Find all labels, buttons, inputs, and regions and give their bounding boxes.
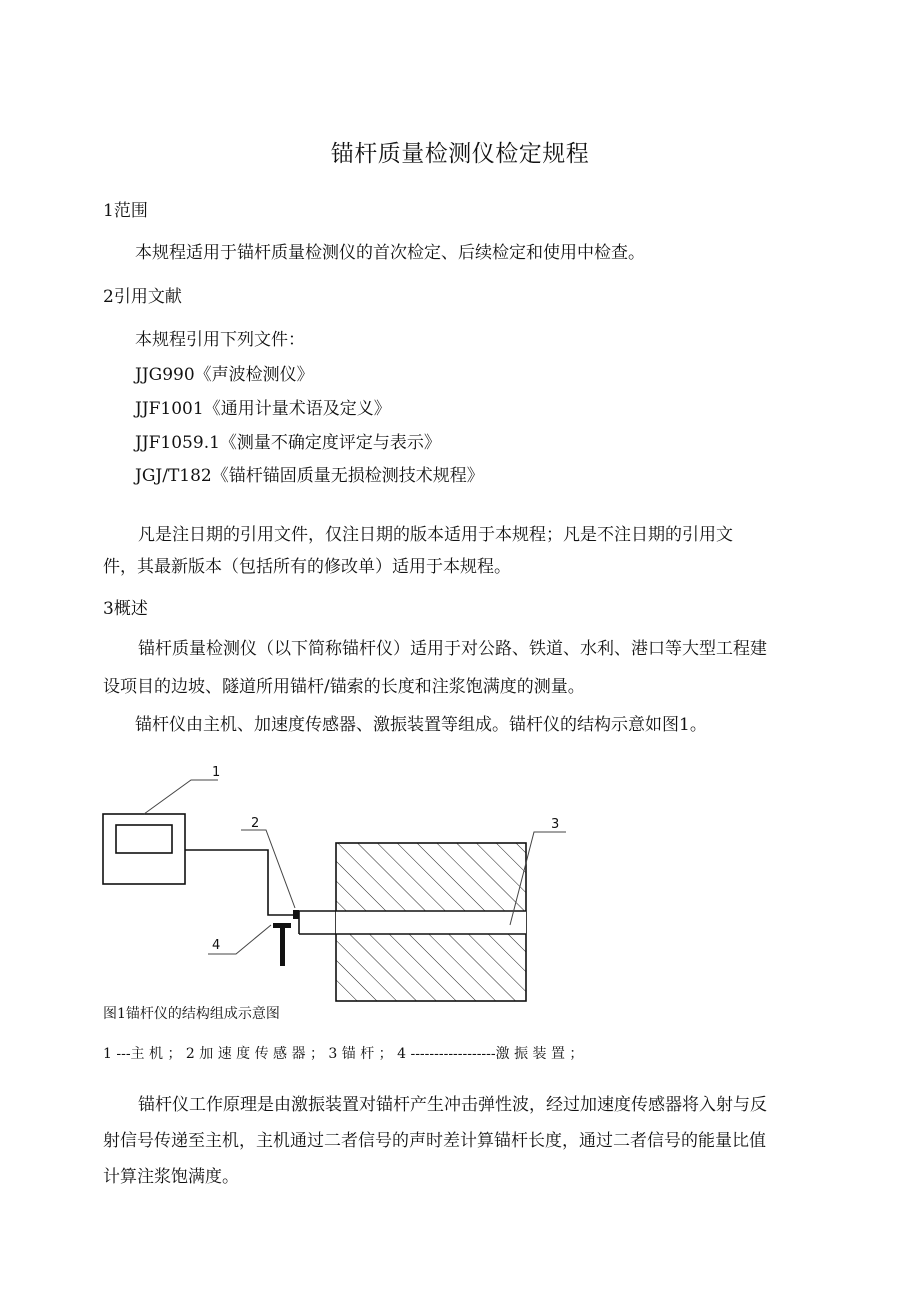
structure-diagram — [96, 760, 616, 1010]
overview-para-1-line-2: 设项目的边坡、隧道所用锚杆/锚索的长度和注浆饱满度的测量。 — [103, 677, 585, 697]
reference-item: JJF1059.1《测量不确定度评定与表示》 — [135, 433, 441, 453]
reference-item: JJF1001《通用计量术语及定义》 — [135, 399, 391, 419]
overview-para-2: 锚杆仪由主机、加速度传感器、激振装置等组成。锚杆仪的结构示意如图1。 — [135, 715, 707, 735]
figure-legend: 1 ---主 机 ； 2 加 速 度 传 感 器 ； 3 锚 杆 ； 4 ------------------激 振 装 置 ； — [103, 1046, 584, 1062]
references-intro: 本规程引用下列文件： — [135, 330, 305, 350]
excitation-hammer — [273, 923, 291, 966]
callout-4-label: 4 — [212, 938, 221, 953]
section-2-heading: 2引用文献 — [103, 287, 182, 307]
callout-1-label: 1 — [212, 765, 221, 780]
host-unit — [103, 814, 185, 884]
references-note-line-1: 凡是注日期的引用文件，仅注日期的版本适用于本规程；凡是不注日期的引用文 — [138, 525, 733, 545]
callout-3-label: 3 — [551, 817, 560, 832]
references-note-line-2: 件，其最新版本（包括所有的修改单）适用于本规程。 — [103, 557, 511, 577]
section-1-heading: 1范围 — [103, 201, 148, 221]
figure-caption: 图1锚杆仪的结构组成示意图 — [103, 1006, 280, 1022]
callout-2-label: 2 — [251, 816, 260, 831]
acceleration-sensor — [293, 910, 299, 919]
reference-item: JGJ/T182《锚杆锚固质量无损检测技术规程》 — [135, 466, 484, 486]
overview-para-1-line-1: 锚杆质量检测仪（以下简称锚杆仪）适用于对公路、铁道、水利、港口等大型工程建 — [138, 639, 767, 659]
anchor-bolt — [299, 911, 526, 934]
principle-line-1: 锚杆仪工作原理是由激振装置对锚杆产生冲击弹性波，经过加速度传感器将入射与反 — [138, 1095, 767, 1115]
principle-line-3: 计算注浆饱满度。 — [103, 1167, 239, 1187]
section-1-text: 本规程适用于锚杆质量检测仪的首次检定、后续检定和使用中检查。 — [135, 243, 645, 263]
signal-cable — [185, 850, 294, 915]
section-3-heading: 3概述 — [103, 599, 148, 619]
document-title: 锚杆质量检测仪检定规程 — [330, 141, 590, 167]
reference-item: JJG990《声波检测仪》 — [135, 365, 314, 385]
principle-line-2: 射信号传递至主机，主机通过二者信号的声时差计算锚杆长度，通过二者信号的能量比值 — [103, 1131, 766, 1151]
callout-1-leader — [144, 780, 218, 814]
